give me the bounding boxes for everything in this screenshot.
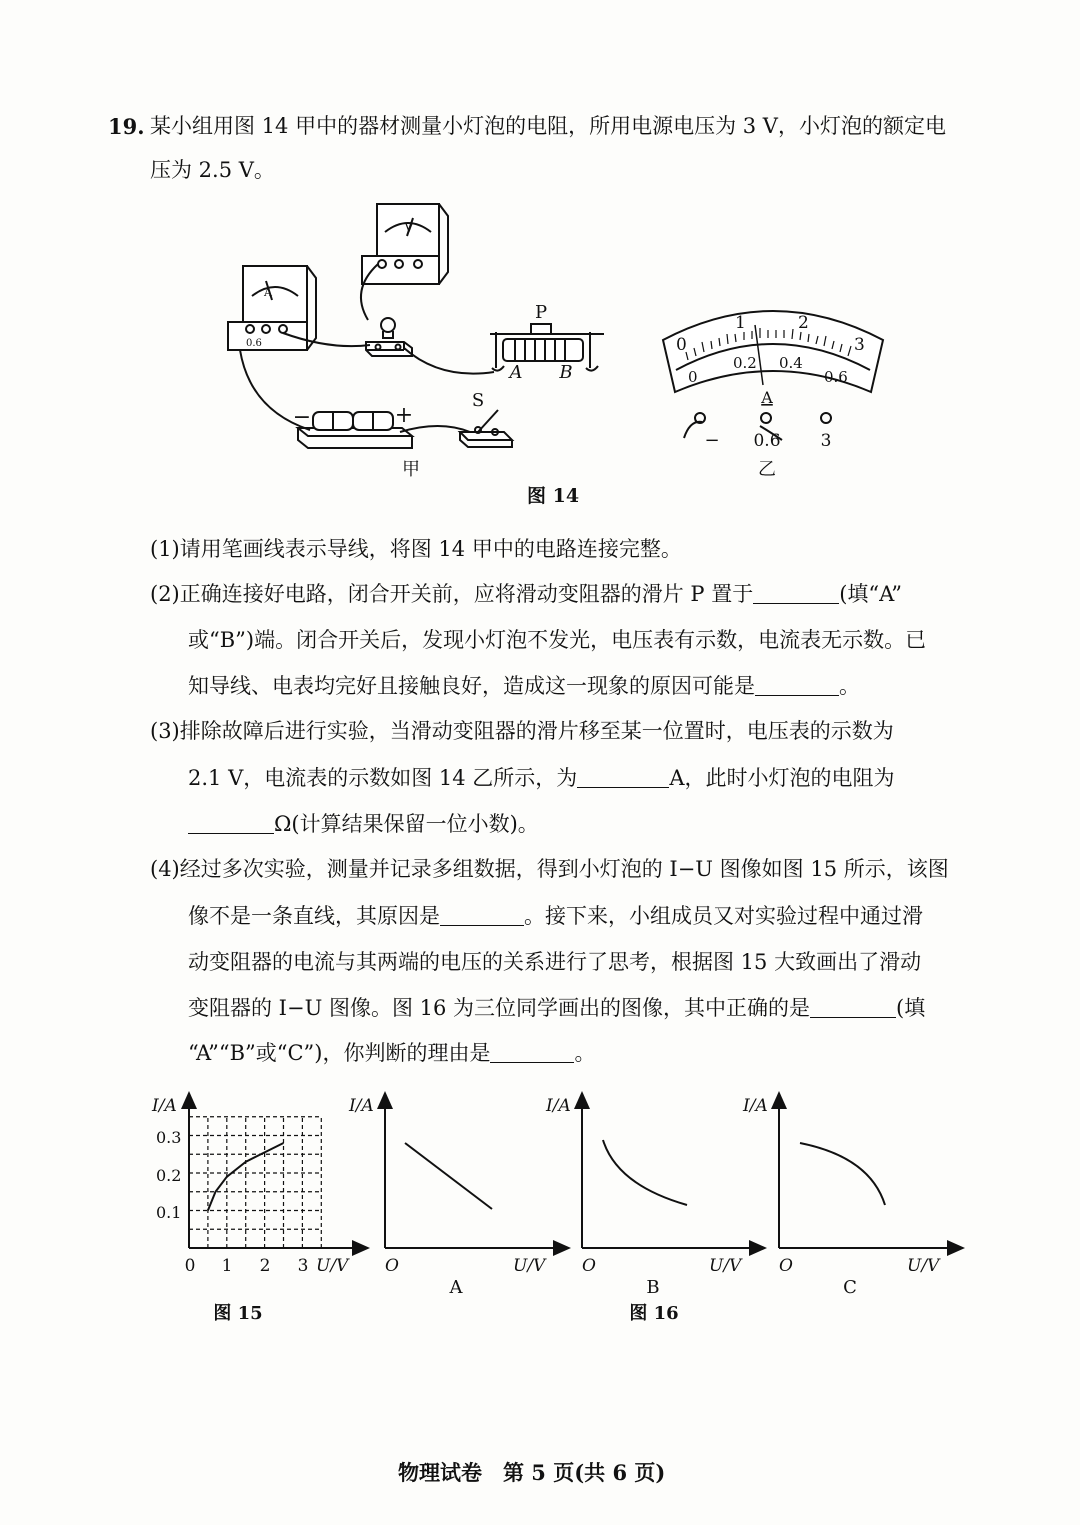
part4-line1: (4)经过多次实验，测量并记录多组数据，得到小灯泡的 I−U 图像如图 15 所示，该图 [150, 857, 949, 881]
part2-line1-b: (填“A” [839, 582, 902, 606]
fig16a-xlabel: U/V [513, 1256, 546, 1276]
part2-line3-b: 。 [839, 674, 860, 698]
part4-line4-b: (填 [896, 996, 926, 1020]
fig15-xtick-3: 3 [297, 1256, 309, 1276]
switch-label: S [471, 390, 485, 411]
rheostat-device [490, 324, 604, 371]
answer-blank-2a[interactable] [753, 585, 839, 604]
part3-line2-b: A，此时小灯泡的电阻为 [669, 766, 895, 790]
question-intro-line1: 某小组用图 14 甲中的器材测量小灯泡的电阻，所用电源电压为 3 V，小灯泡的额定电 [150, 114, 946, 138]
rheostat-end-b-label: B [559, 362, 573, 383]
fig16c-origin: O [779, 1256, 793, 1276]
part3-line2 [188, 768, 894, 789]
part2-line1-a: (2)正确连接好电路，闭合开关前，应将滑动变阻器的滑片 P 置于 [150, 582, 754, 606]
part4-line5-a: “A”“B”或“C”)，你判断的理由是 [188, 1041, 491, 1065]
dial-inner-tick-2: 0.4 [779, 354, 803, 372]
ammeter-terminal-label: 0.6 [246, 338, 262, 349]
part1-text: (1)请用笔画线表示导线，将图 14 甲中的电路连接完整。 [150, 537, 682, 561]
fig16a-ylabel: I/A [349, 1096, 374, 1116]
part2-line3-a: 知导线、电表均完好且接触良好，造成这一现象的原因可能是 [188, 674, 755, 698]
switch-device [460, 410, 512, 447]
part4-line2-a: 像不是一条直线，其原因是 [188, 904, 440, 928]
terminal-label-minus: − [704, 430, 720, 451]
dial-outer-tick-1: 1 [735, 313, 746, 333]
dial-outer-tick-2: 2 [798, 313, 809, 333]
answer-blank-4b[interactable] [810, 999, 896, 1018]
fig15-grid [189, 1117, 321, 1248]
page-footer: 物理试卷 第 5 页(共 6 页) [398, 1460, 666, 1485]
part4-line4-a: 变阻器的 I−U 图像。图 16 为三位同学画出的图像，其中正确的是 [188, 996, 811, 1020]
part3-line3-text: Ω(计算结果保留一位小数)。 [274, 812, 539, 836]
fig15-xtick-0: 0 [184, 1256, 196, 1276]
fig15-caption: 图 15 [213, 1303, 263, 1324]
part2-line1 [150, 584, 902, 605]
part3-line3 [188, 814, 539, 835]
answer-blank-4a[interactable] [440, 907, 524, 926]
answer-blank-4c[interactable] [490, 1044, 574, 1063]
fig16-caption: 图 16 [629, 1303, 679, 1324]
part3-line1: (3)排除故障后进行实验，当滑动变阻器的滑片移至某一位置时，电压表的示数为 [150, 719, 894, 743]
fig14-part-yi: 乙 [758, 459, 776, 480]
battery-plus-label: + [394, 403, 414, 428]
fig15-xlabel: U/V [316, 1256, 349, 1276]
figure-14 [0, 190, 1080, 520]
fig14-caption: 图 14 [527, 485, 580, 507]
dial-unit: A [761, 388, 773, 407]
question-number: 19. [108, 114, 145, 139]
fig16b-curve [603, 1140, 687, 1205]
battery-minus-label: − [292, 405, 312, 430]
part4-line5 [188, 1043, 595, 1064]
fig16a-label: A [449, 1277, 463, 1298]
fig16a-curve [405, 1143, 492, 1209]
ammeter-device [228, 266, 316, 350]
fig16-panel-b [545, 1096, 759, 1298]
fig15-ytick-0.2: 0.2 [156, 1166, 182, 1185]
part4-line5-b: 。 [574, 1041, 596, 1065]
fig16-panel-c [742, 1096, 957, 1298]
answer-blank-3a[interactable] [577, 769, 669, 788]
fig15-ytick-0.3: 0.3 [156, 1128, 182, 1147]
fig16b-origin: O [582, 1256, 596, 1276]
part4-line2-b: 。接下来，小组成员又对实验过程中通过滑 [524, 904, 923, 928]
dial-inner-tick-0: 0 [688, 368, 698, 386]
dial-inner-tick-3: 0.6 [824, 368, 848, 386]
dial-outer-tick-3: 3 [854, 335, 865, 355]
terminal-label-3: 3 [820, 431, 832, 451]
fig16b-label: B [646, 1277, 660, 1298]
fig15-xtick-2: 2 [259, 1256, 271, 1276]
voltmeter-device [362, 204, 448, 284]
answer-blank-3b[interactable] [188, 815, 274, 834]
terminal-label-0.6: 0.6 [753, 431, 781, 451]
question-intro-line2: 压为 2.5 V。 [150, 158, 275, 182]
fig16c-xlabel: U/V [907, 1256, 940, 1276]
part2-line2: 或“B”)端。闭合开关后，发现小灯泡不发光，电压表有示数，电流表无示数。已 [188, 628, 927, 652]
answer-blank-2b[interactable] [755, 677, 839, 696]
rheostat-end-a-label: A [509, 362, 523, 383]
figure-16 [345, 1085, 965, 1330]
part4-line2 [188, 906, 923, 927]
fig14-part-jia: 甲 [402, 459, 420, 480]
dial-outer-tick-0: 0 [676, 335, 687, 355]
ammeter-symbol: A [264, 286, 272, 299]
fig16a-origin: O [385, 1256, 399, 1276]
fig16-panel-a [348, 1096, 563, 1298]
dial-inner-tick-1: 0.2 [733, 354, 757, 372]
voltmeter-symbol: V [404, 221, 414, 235]
part4-line3: 动变阻器的电流与其两端的电压的关系进行了思考，根据图 15 大致画出了滑动 [188, 950, 922, 974]
fig15-ytick-0.1: 0.1 [156, 1203, 182, 1222]
bulb-device [366, 318, 412, 356]
fig16c-ylabel: I/A [743, 1096, 768, 1116]
fig15-xtick-1: 1 [221, 1256, 233, 1276]
fig16b-xlabel: U/V [709, 1256, 742, 1276]
rheostat-slider-label: P [534, 302, 548, 323]
fig15-ylabel: I/A [152, 1096, 177, 1116]
fig16c-label: C [843, 1277, 857, 1298]
part4-line4 [188, 998, 925, 1019]
fig16b-ylabel: I/A [546, 1096, 571, 1116]
fig16c-curve [800, 1143, 885, 1205]
part3-line2-a: 2.1 V，电流表的示数如图 14 乙所示，为 [188, 766, 578, 790]
part2-line3 [188, 676, 860, 697]
